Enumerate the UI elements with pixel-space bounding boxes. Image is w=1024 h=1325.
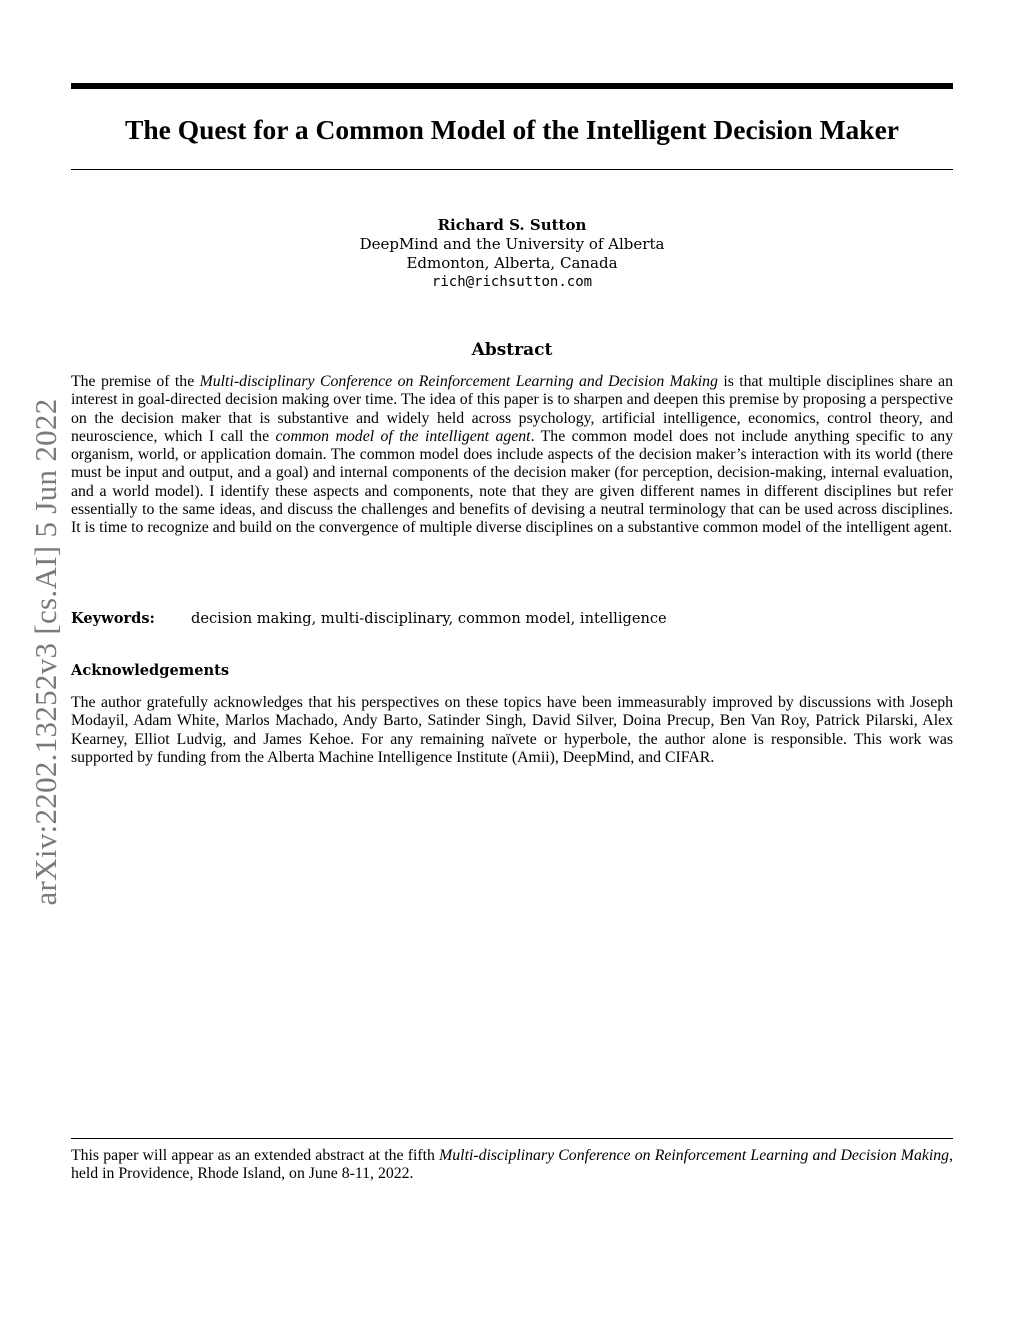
footnote [71,1147,953,1184]
author-block [71,216,953,292]
title-top-rule [71,83,953,89]
author-affiliation: DeepMind and the University of Alberta [359,235,665,253]
abstract-heading: Abstract [471,340,553,360]
paper-title: The Quest for a Common Model of the Intelligent Decision Maker [125,114,899,145]
abstract-model-name: common model of the intelligent agent [275,427,531,445]
keywords-value: decision making, multi-disciplinary, common model, intelligence [191,610,667,627]
title-bottom-rule [71,169,953,170]
footnote-part-2: , held in Providence, Rhode Island, on June 8-11, 2022. [71,1147,953,1183]
abstract-conference-name: Multi-disciplinary Conference on Reinforcement Learning and Decision Making [199,373,718,390]
abstract-part-3: . The common model does not include anything specific to any organism, world, or application domain. The common model does include aspects of the decision maker’s interaction with its world (there must be input and output, and a goal) and internal components of the decision maker (for perception, decision-making, internal evaluation, and a world model). I identify these aspects and components, note that they are given different names in different disciplines but refer essentially to the same ideas, and discuss the challenges and benefits of devising a neutral terminology that can be used across disciplines. It is time to recognize and build on the convergence of multiple diverse disciplines on a substantive common model of the intelligent agent. [71,427,954,537]
author-location: Edmonton, Alberta, Canada [406,254,618,272]
footnote-rule [71,1138,953,1139]
abstract-part-1: The premise of the [71,373,200,390]
abstract-part-2: is that multiple disciplines share an interest in goal-directed decision making over time. The idea of this paper is to sharpen and deepen this premise by proposing a perspective on the decision maker that is substantive and widely held across psychology, artificial intelligence, economics, control theory, and neuroscience, which I call the [71,373,953,445]
abstract-text [71,373,953,538]
arxiv-identifier-stamp: arXiv:2202.13252v3 [cs.AI] 5 Jun 2022 [28,398,63,906]
keywords-row [71,609,953,629]
acknowledgements-heading: Acknowledgements [71,662,230,679]
footnote-part-1: This paper will appear as an extended abstract at the fifth [71,1147,440,1164]
author-email[interactable]: rich@richsutton.com [431,274,593,290]
author-name: Richard S. Sutton [437,216,587,234]
keywords-label: Keywords: [71,610,155,627]
acknowledgements-text: The author gratefully acknowledges that his perspectives on these topics have been immeasurably improved by discussions with Joseph Modayil, Adam White, Marlos Machado, Andy Barto, Satinder Singh, David Silver, Doina Precup, Ben Van Roy, Patrick Pilarski, Alex Kearney, Elliot Ludvig, and James Kehoe. For any remaining naïvete or hyperbole, the author alone is responsible. This work was supported by funding from the Alberta Machine Intelligence Institute (Amii), DeepMind, and CIFAR. [71,694,953,766]
footnote-conference-name: Multi-disciplinary Conference on Reinforcement Learning and Decision Making [439,1147,950,1164]
